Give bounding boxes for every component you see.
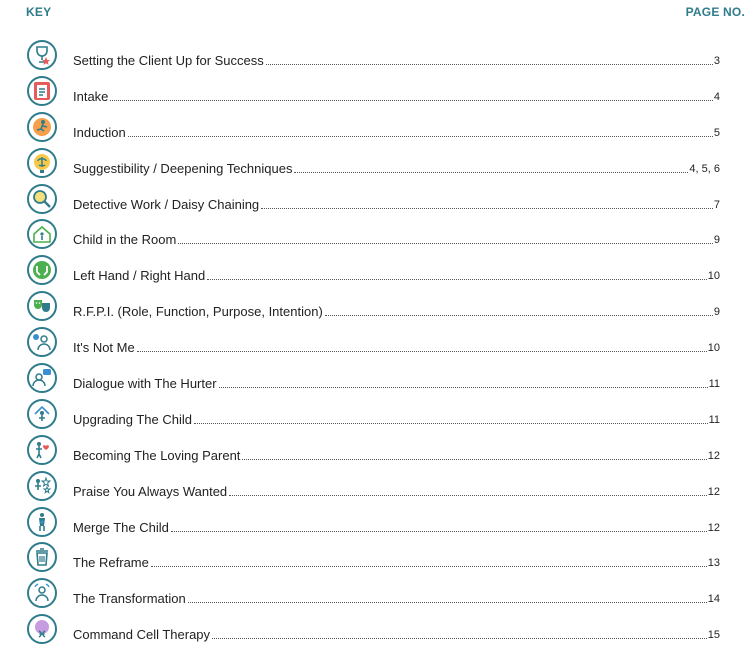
- dna-icon: [27, 614, 57, 644]
- entry-title: R.F.P.I. (Role, Function, Purpose, Intention): [73, 304, 323, 320]
- list-item[interactable]: [0, 39, 753, 75]
- entry-page: 9: [713, 306, 720, 319]
- person-blame-icon: [27, 327, 57, 357]
- list-item[interactable]: [0, 75, 753, 111]
- entry-page: 10: [707, 270, 720, 283]
- dot-leader: [188, 601, 707, 603]
- trash-icon: [27, 542, 57, 572]
- list-item[interactable]: [0, 218, 753, 254]
- dot-leader: [261, 207, 713, 209]
- clipboard-icon: [27, 76, 57, 106]
- list-item[interactable]: [0, 290, 753, 326]
- child-upgrade-icon: [27, 399, 57, 429]
- page-number-header: PAGE NO.: [685, 5, 745, 19]
- entry-title: The Transformation: [73, 591, 186, 607]
- entry-page: 10: [707, 342, 720, 355]
- list-item[interactable]: [0, 326, 753, 362]
- entry-title: Merge The Child: [73, 519, 169, 535]
- entry-title: Setting the Client Up for Success: [73, 53, 264, 68]
- entry-page: 5: [713, 126, 720, 139]
- entry-title: Command Cell Therapy: [73, 627, 211, 643]
- dot-leader: [294, 171, 688, 173]
- list-item[interactable]: [0, 254, 753, 290]
- transformation-icon: [27, 578, 57, 608]
- entry-page: 12: [707, 449, 720, 462]
- entry-title: Intake: [73, 88, 109, 104]
- entry-page: 9: [713, 234, 720, 247]
- brain-icon: [27, 148, 57, 178]
- dot-leader: [110, 99, 712, 101]
- key-header: KEY: [26, 5, 52, 19]
- list-item[interactable]: [0, 111, 753, 147]
- dot-leader: [219, 386, 708, 388]
- list-item[interactable]: [0, 183, 753, 219]
- entry-page: 15: [707, 629, 720, 642]
- list-item[interactable]: [0, 577, 753, 613]
- entry-page: 7: [713, 198, 720, 211]
- entry-page: 4: [713, 90, 720, 103]
- dot-leader: [242, 458, 706, 460]
- merge-child-icon: [27, 507, 57, 537]
- person-falling-icon: [27, 112, 57, 142]
- dot-leader: [229, 494, 707, 496]
- magnifier-icon: [27, 184, 57, 214]
- masks-icon: [27, 291, 57, 321]
- house-child-icon: [27, 219, 57, 249]
- list-item[interactable]: [0, 506, 753, 542]
- dot-leader: [171, 530, 707, 532]
- entry-page: 11: [708, 413, 720, 426]
- entry-page: 3: [713, 55, 720, 67]
- dot-leader: [266, 63, 713, 65]
- entry-title: The Reframe: [73, 555, 149, 571]
- entry-page: 14: [707, 593, 720, 606]
- dot-leader: [128, 135, 713, 137]
- list-item[interactable]: [0, 398, 753, 434]
- entry-title: Becoming The Loving Parent: [73, 447, 241, 463]
- entry-title: It's Not Me: [73, 340, 135, 356]
- dot-leader: [212, 637, 707, 639]
- entry-title: Praise You Always Wanted: [73, 483, 228, 499]
- dot-leader: [194, 422, 708, 424]
- trophy-icon: [27, 40, 57, 70]
- entry-page: 12: [707, 485, 720, 498]
- entry-title: Upgrading The Child: [73, 411, 192, 427]
- dot-leader: [151, 565, 707, 567]
- list-item[interactable]: [0, 362, 753, 398]
- entry-title: Detective Work / Daisy Chaining: [73, 196, 260, 212]
- list-item[interactable]: [0, 613, 753, 649]
- parent-heart-icon: [27, 435, 57, 465]
- entry-title: Dialogue with The Hurter: [73, 376, 217, 392]
- entry-title: Child in the Room: [73, 232, 177, 248]
- dot-leader: [178, 242, 713, 244]
- dot-leader: [325, 314, 713, 316]
- list-item[interactable]: [0, 541, 753, 577]
- list-item[interactable]: [0, 470, 753, 506]
- dot-leader: [137, 350, 707, 352]
- index-list: [0, 39, 753, 649]
- praise-stars-icon: [27, 471, 57, 501]
- dialogue-icon: [27, 363, 57, 393]
- list-item[interactable]: [0, 434, 753, 470]
- hands-icon: [27, 255, 57, 285]
- entry-page: 11: [708, 378, 720, 391]
- entry-title: Suggestibility / Deepening Techniques: [73, 160, 293, 176]
- entry-title: Induction: [73, 124, 126, 140]
- entry-page: 13: [707, 557, 720, 570]
- entry-title: Left Hand / Right Hand: [73, 268, 206, 284]
- dot-leader: [207, 278, 707, 280]
- entry-page: 12: [707, 521, 720, 534]
- list-item[interactable]: [0, 147, 753, 183]
- entry-page: 4, 5, 6: [689, 162, 720, 175]
